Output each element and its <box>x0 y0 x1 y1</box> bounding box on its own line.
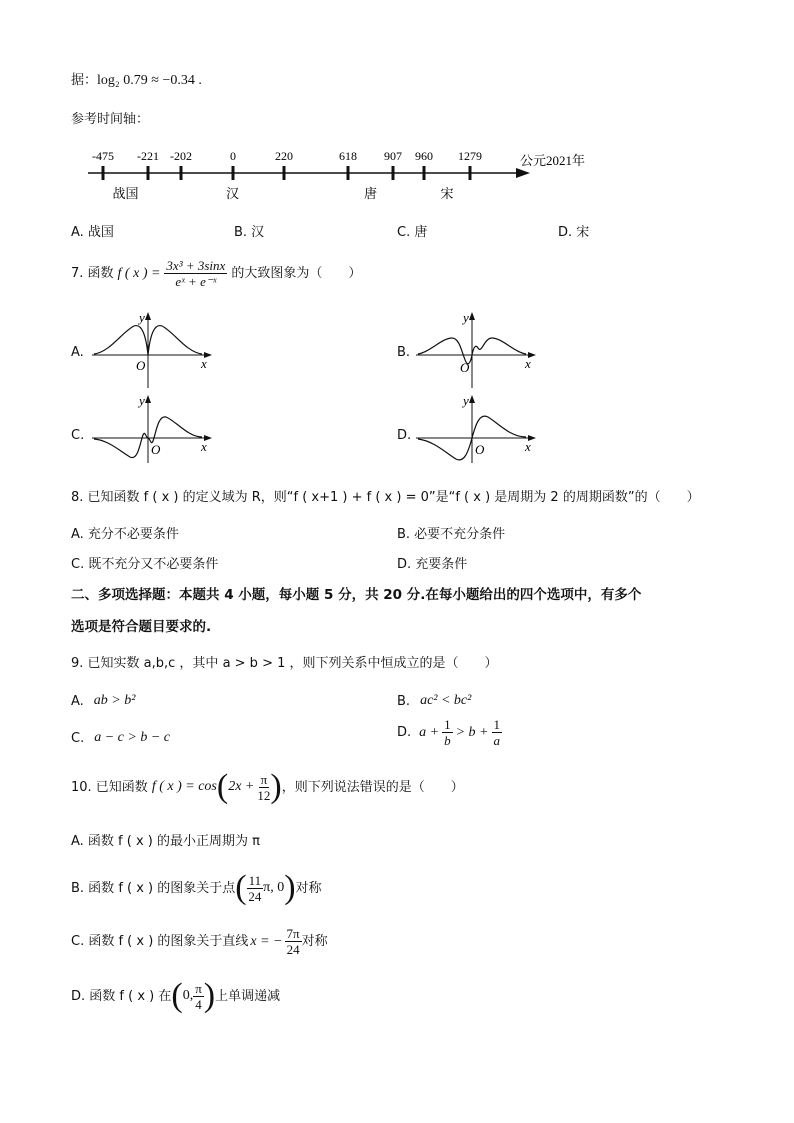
q9-option-c[interactable] <box>71 731 170 745</box>
q9-a-math: ab > b² <box>93 693 136 708</box>
q6-option-d[interactable]: D. 宋 <box>558 225 590 240</box>
timeline-tick-label: 960 <box>415 149 433 163</box>
q10-paren-open: ( <box>216 768 229 805</box>
timeline-tick-label: -202 <box>170 149 192 163</box>
q10-b-tail: π, 0 <box>263 880 285 895</box>
section2-heading-line2: 选项是符合题目要求的. <box>71 619 212 635</box>
q7-option-d[interactable]: D. <box>397 428 412 443</box>
q10-suffix: ，则下列说法错误的是（ ） <box>281 779 464 795</box>
graph-c-origin: O <box>151 442 161 457</box>
q7-func: f ( x ) = <box>117 265 161 281</box>
graph-c-x-label: x <box>201 439 207 454</box>
q7-graph-a[interactable] <box>88 310 218 390</box>
q8-option-b[interactable]: B. 必要不充分条件 <box>397 527 506 542</box>
q8-option-c[interactable]: C. 既不充分又不必要条件 <box>71 557 219 572</box>
graph-b-origin: O <box>460 360 470 375</box>
q9-a-label: A. <box>71 693 84 709</box>
timeline-era-label: 宋 <box>440 186 454 201</box>
q8-option-d[interactable]: D. 充要条件 <box>397 557 468 572</box>
timeline-tick-label: 907 <box>384 149 402 163</box>
q7-graph-b[interactable] <box>412 310 542 390</box>
timeline-chart <box>0 140 794 210</box>
timeline-tick-label: 1279 <box>458 149 482 163</box>
q6-option-c[interactable]: C. 唐 <box>397 225 428 240</box>
q10-func: f ( x ) = cos <box>151 779 217 794</box>
q9-d-label: D. <box>397 725 412 740</box>
timeline-tick-label: 0 <box>230 149 236 163</box>
q7-option-a[interactable]: A. <box>71 345 84 360</box>
q10-arg: 2x + <box>228 779 255 794</box>
q7-graph-c[interactable] <box>88 393 218 465</box>
q10-option-a[interactable]: A. 函数 f ( x ) 的最小正周期为 π <box>71 834 260 849</box>
q6-option-a[interactable]: A. 战国 <box>71 225 114 240</box>
q10-b-pre: B. 函数 f ( x ) 的图象关于点 <box>71 880 236 896</box>
q7-option-b[interactable]: B. <box>397 345 411 360</box>
q10-frac: $\frac{\pi}{12}$ <box>257 771 271 803</box>
q10-b-post: 对称 <box>295 880 322 896</box>
q8-stem: 8. 已知函数 f ( x ) 的定义域为 R，则“f ( x+1 ) + f ( x ) = 0”是“f ( x ) 是周期为 2 的周期函数”的（ ） <box>71 490 700 505</box>
q8-option-a[interactable]: A. 充分不必要条件 <box>71 527 179 542</box>
data-note-label: 据： <box>71 73 98 88</box>
timeline-tick-label: -221 <box>137 149 159 163</box>
graph-a-y-label: y <box>139 310 145 325</box>
q9-d-mid: > b + <box>455 724 489 740</box>
timeline-tick-label: -475 <box>92 149 114 163</box>
graph-d-y-label: y <box>463 393 469 408</box>
graph-d-origin: O <box>475 442 485 457</box>
q7-numerator: 3x³ + 3sinx <box>166 258 226 273</box>
q7-denominator: eˣ + e⁻ˣ <box>175 274 217 289</box>
timeline-arrow <box>516 168 530 178</box>
timeline-tick-label: 618 <box>339 149 357 163</box>
q9-option-d[interactable] <box>397 718 502 747</box>
q7-suffix: 的大致图象为（ ） <box>231 266 362 281</box>
q7-prefix: 7. 函数 <box>71 266 114 281</box>
q10-c-post: 对称 <box>301 934 328 949</box>
q10-d-frac: $\frac{\pi}{4}$ <box>195 980 202 1012</box>
q10-d-post: 上单调递减 <box>215 988 281 1004</box>
graph-b-x-label: x <box>525 356 531 371</box>
q9-option-a[interactable] <box>71 694 135 708</box>
q9-d-frac-2: $\frac{1}{a}$ <box>493 717 501 748</box>
q9-d-pre: a + <box>419 724 440 740</box>
data-note-formula: log₂ 0.79 ≈ −0.34 . <box>97 73 202 88</box>
q10-d-pre: D. 函数 f ( x ) 在 <box>71 988 172 1004</box>
q9-stem: 9. 已知实数 a,b,c ，其中 a > b > 1 ，则下列关系中恒成立的是（ ） <box>71 656 498 671</box>
q9-c-label: C. <box>71 730 85 746</box>
q7-option-c[interactable]: C. <box>71 428 85 443</box>
section2-heading-line1: 二、多项选择题：本题共 4 小题，每小题 5 分，共 20 分.在每小题给出的四个选项中，有多个 <box>71 587 642 603</box>
q9-d-frac-1: $\frac{1}{b}$ <box>444 717 451 748</box>
q10-d-zero: 0, <box>182 988 194 1003</box>
graph-a-origin: O <box>136 358 146 373</box>
q10-c-pre: C. 函数 f ( x ) 的图象关于直线 <box>71 934 249 949</box>
timeline-era-label: 汉 <box>225 186 240 201</box>
timeline-era-label: 战国 <box>112 186 139 201</box>
q7-graph-d[interactable] <box>412 393 542 465</box>
q9-c-math: a − c > b − c <box>94 730 170 745</box>
q10-option-c[interactable] <box>71 927 328 956</box>
timeline-end-label: 公元2021年 <box>520 153 586 168</box>
q7-fraction <box>164 259 227 288</box>
data-note <box>71 74 202 88</box>
graph-d-x-label: x <box>525 439 531 454</box>
q10-option-d[interactable]: D. 函数 f ( x ) 在 ( 0, $\frac{\pi}{4}$ ) 上单调递减 <box>71 977 281 1014</box>
timeline-era-label: 唐 <box>363 186 378 201</box>
q10-c-eq: x = − <box>250 933 283 949</box>
graph-b-y-label: y <box>463 310 469 325</box>
q6-option-b[interactable]: B. 汉 <box>234 225 265 240</box>
q10-b-frac: $\frac{11}{24}$ <box>248 872 262 904</box>
q9-b-math: ac² < bc² <box>420 693 472 708</box>
q7-stem <box>71 259 361 288</box>
timeline-tick-label: 220 <box>275 149 293 163</box>
q10-prefix: 10. 已知函数 <box>71 779 148 795</box>
q10-stem <box>71 770 464 804</box>
q10-c-frac: $\frac{7\pi}{24}$ <box>286 926 300 957</box>
q9-option-b[interactable] <box>397 694 471 708</box>
q10-option-b[interactable]: B. 函数 f ( x ) 的图象关于点 ( $\frac{11}{24}$ π, 0 ) 对称 <box>71 869 322 906</box>
q9-b-label: B. <box>397 693 411 709</box>
q10-paren-close: ) <box>270 768 282 805</box>
graph-a-x-label: x <box>201 356 207 371</box>
graph-c-y-label: y <box>139 393 145 408</box>
timeline-title: 参考时间轴： <box>71 112 150 127</box>
